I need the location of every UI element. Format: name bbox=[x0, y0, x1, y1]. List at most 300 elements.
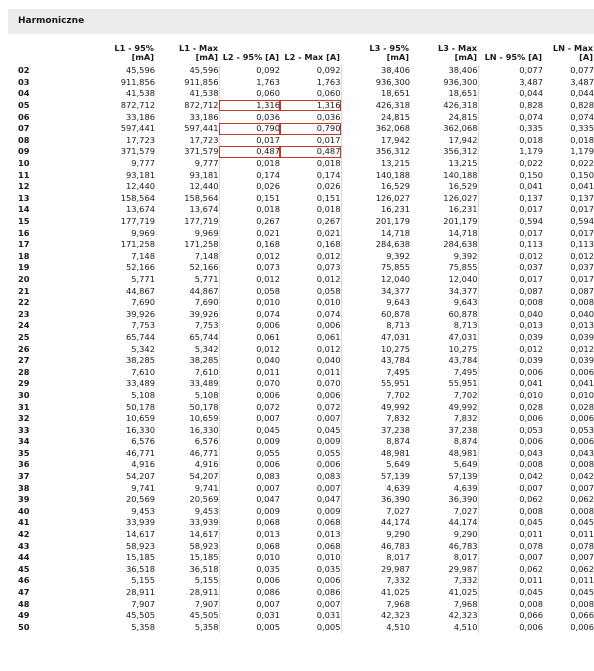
cell-l2-95: 0,151 bbox=[219, 193, 280, 205]
cell-l1-max: 14,617 bbox=[189, 529, 219, 540]
cell-l2-95: 0,018 bbox=[219, 204, 280, 216]
cell-l1-95: 12,440 bbox=[125, 181, 155, 192]
cell-ln-max: 0,008 bbox=[570, 598, 594, 609]
cell-l3-95: 24,815 bbox=[341, 111, 410, 123]
cell-l1-95: 9,969 bbox=[131, 227, 155, 238]
cell-l1-95: 7,610 bbox=[131, 366, 155, 377]
cell-ln-max: 0,044 bbox=[570, 88, 594, 99]
cell-l2-max: 0,009 bbox=[316, 505, 341, 516]
table-row bbox=[18, 181, 594, 193]
cell-l2-95: 0,168 bbox=[219, 239, 280, 251]
cell-l3-max: 38,406 bbox=[448, 65, 478, 76]
cell-ln-max: 0,012 bbox=[570, 250, 594, 261]
cell-ln-max: 0,594 bbox=[570, 216, 594, 227]
cell-l3-95: 936,300 bbox=[341, 77, 410, 89]
cell-l1-95: 7,907 bbox=[131, 598, 155, 609]
cell-ln-95: 0,011 bbox=[478, 575, 543, 587]
cell-l2-max: 0,086 bbox=[316, 587, 341, 598]
table-row bbox=[18, 552, 594, 564]
cell-ln-max: 0,017 bbox=[570, 204, 594, 215]
table-row bbox=[18, 587, 594, 599]
cell-ln-max: 0,017 bbox=[570, 273, 594, 284]
cell-l1-max: 50,178 bbox=[189, 401, 219, 412]
cell-l1-max: 9,741 bbox=[194, 482, 219, 493]
cell-l2-95: 0,055 bbox=[219, 448, 280, 460]
cell-l3-95: 13,215 bbox=[341, 158, 410, 170]
cell-l3-95: 4,639 bbox=[341, 482, 410, 494]
cell-l2-95: 0,009 bbox=[219, 436, 280, 448]
cell-ln-95: 0,039 bbox=[478, 332, 543, 344]
cell-l1-max: 33,186 bbox=[189, 111, 219, 122]
cell-l1-95: 6,576 bbox=[131, 436, 155, 447]
cell-l3-95: 9,392 bbox=[341, 251, 410, 263]
cell-l2-max: 0,083 bbox=[316, 471, 341, 482]
cell-harmonic-order: 22 bbox=[18, 297, 30, 308]
cell-harmonic-order: 45 bbox=[18, 563, 30, 574]
cell-l3-max: 12,040 bbox=[448, 273, 478, 284]
cell-ln-95: 0,062 bbox=[478, 494, 543, 506]
cell-ln-95: 0,007 bbox=[478, 552, 543, 564]
table-row bbox=[18, 424, 594, 436]
cell-l1-95: 50,178 bbox=[125, 401, 155, 412]
table-row bbox=[18, 529, 594, 541]
cell-l2-max: 0,045 bbox=[316, 424, 341, 435]
cell-l3-95: 356,312 bbox=[341, 146, 410, 158]
cell-l1-95: 7,690 bbox=[131, 297, 155, 308]
cell-ln-95: 1,179 bbox=[478, 146, 543, 158]
cell-l1-95: 46,771 bbox=[125, 447, 155, 458]
cell-l2-max: 1,316 bbox=[280, 100, 341, 112]
cell-l3-max: 37,238 bbox=[448, 424, 478, 435]
cell-l1-max: 45,596 bbox=[189, 65, 219, 76]
cell-l1-95: 872,712 bbox=[120, 100, 155, 111]
header-row bbox=[18, 44, 594, 65]
cell-l3-95: 201,179 bbox=[341, 216, 410, 228]
cell-harmonic-order: 10 bbox=[18, 158, 30, 169]
cell-l2-95: 0,009 bbox=[219, 506, 280, 518]
cell-l1-95: 14,617 bbox=[125, 529, 155, 540]
cell-l3-95: 8,017 bbox=[341, 552, 410, 564]
cell-ln-max: 0,113 bbox=[570, 239, 594, 250]
cell-ln-95: 0,018 bbox=[478, 135, 543, 147]
cell-harmonic-order: 32 bbox=[18, 413, 30, 424]
cell-ln-95: 0,044 bbox=[478, 88, 543, 100]
cell-ln-max: 0,077 bbox=[570, 65, 594, 76]
table-row bbox=[18, 262, 594, 274]
cell-l3-95: 44,174 bbox=[341, 517, 410, 529]
cell-l3-max: 75,855 bbox=[448, 262, 478, 273]
table-row bbox=[18, 251, 594, 263]
cell-l3-max: 7,702 bbox=[453, 389, 478, 400]
cell-ln-max: 0,010 bbox=[570, 389, 594, 400]
cell-l1-max: 33,489 bbox=[189, 378, 219, 389]
table-row bbox=[18, 448, 594, 460]
cell-l2-max: 0,006 bbox=[316, 459, 341, 470]
cell-l1-95: 597,441 bbox=[120, 123, 155, 134]
cell-l1-max: 36,518 bbox=[189, 563, 219, 574]
table-row bbox=[18, 216, 594, 228]
cell-l3-95: 41,025 bbox=[341, 587, 410, 599]
table-row bbox=[18, 227, 594, 239]
cell-ln-95: 0,594 bbox=[478, 216, 543, 228]
cell-l3-max: 126,027 bbox=[443, 192, 478, 203]
table-row bbox=[18, 471, 594, 483]
cell-l2-max: 0,018 bbox=[316, 204, 341, 215]
cell-l1-95: 7,753 bbox=[131, 320, 155, 331]
cell-l1-max: 9,453 bbox=[194, 505, 219, 516]
cell-l1-95: 93,181 bbox=[125, 169, 155, 180]
cell-ln-95: 0,077 bbox=[478, 65, 543, 77]
cell-l3-95: 38,406 bbox=[341, 65, 410, 77]
cell-harmonic-order: 30 bbox=[18, 389, 30, 400]
cell-harmonic-order: 20 bbox=[18, 273, 30, 284]
cell-harmonic-order: 49 bbox=[18, 610, 30, 621]
cell-l3-95: 16,231 bbox=[341, 204, 410, 216]
cell-l2-max: 0,036 bbox=[316, 111, 341, 122]
cell-harmonic-order: 26 bbox=[18, 343, 30, 354]
cell-l2-95: 0,018 bbox=[219, 158, 280, 170]
cell-ln-max: 0,053 bbox=[570, 424, 594, 435]
cell-l2-max: 0,007 bbox=[316, 598, 341, 609]
cell-l2-95: 0,010 bbox=[219, 552, 280, 564]
table-row bbox=[18, 88, 594, 100]
cell-ln-95: 0,113 bbox=[478, 239, 543, 251]
cell-ln-max: 0,045 bbox=[570, 587, 594, 598]
table-row bbox=[18, 343, 594, 355]
cell-l3-95: 8,874 bbox=[341, 436, 410, 448]
cell-l3-max: 41,025 bbox=[448, 587, 478, 598]
cell-harmonic-order: 09 bbox=[18, 146, 30, 157]
cell-ln-95: 0,010 bbox=[478, 390, 543, 402]
cell-harmonic-order: 27 bbox=[18, 355, 30, 366]
cell-l1-max: 10,659 bbox=[189, 413, 219, 424]
cell-harmonic-order: 08 bbox=[18, 134, 30, 145]
cell-l1-95: 15,185 bbox=[125, 552, 155, 563]
cell-l2-max: 0,068 bbox=[316, 517, 341, 528]
cell-harmonic-order: 15 bbox=[18, 216, 30, 227]
cell-ln-95: 0,066 bbox=[478, 610, 543, 622]
cell-ln-max: 0,040 bbox=[570, 308, 594, 319]
cell-harmonic-order: 33 bbox=[18, 424, 30, 435]
cell-l1-95: 9,453 bbox=[131, 505, 155, 516]
cell-l2-95: 0,040 bbox=[219, 355, 280, 367]
cell-ln-max: 0,018 bbox=[570, 134, 594, 145]
cell-l3-max: 48,981 bbox=[448, 447, 478, 458]
cell-ln-max: 0,335 bbox=[570, 123, 594, 134]
cell-l1-95: 371,579 bbox=[120, 146, 155, 157]
cell-l2-95: 0,005 bbox=[219, 622, 280, 634]
cell-l2-95: 0,021 bbox=[219, 227, 280, 239]
cell-l3-max: 34,377 bbox=[448, 285, 478, 296]
cell-l1-max: 171,258 bbox=[184, 239, 219, 250]
cell-ln-max: 0,041 bbox=[570, 378, 594, 389]
cell-l3-max: 7,495 bbox=[453, 366, 478, 377]
table-row bbox=[18, 390, 594, 402]
cell-l3-max: 42,323 bbox=[448, 610, 478, 621]
cell-l1-max: 177,719 bbox=[184, 216, 219, 227]
cell-ln-max: 0,011 bbox=[570, 575, 594, 586]
table-row bbox=[18, 494, 594, 506]
harmonics-table-body bbox=[18, 65, 594, 633]
cell-l1-max: 5,108 bbox=[194, 389, 219, 400]
cell-ln-max: 0,062 bbox=[570, 563, 594, 574]
cell-l2-max: 1,763 bbox=[316, 76, 341, 87]
cell-l1-max: 39,926 bbox=[189, 308, 219, 319]
cell-l1-95: 5,108 bbox=[131, 389, 155, 400]
header-l2-95: L2 - 95% [A] bbox=[222, 52, 279, 62]
cell-l1-95: 20,569 bbox=[125, 494, 155, 505]
cell-ln-max: 0,045 bbox=[570, 517, 594, 528]
cell-l2-95: 1,763 bbox=[219, 77, 280, 89]
cell-ln-95: 0,006 bbox=[478, 436, 543, 448]
cell-ln-95: 0,012 bbox=[478, 251, 543, 263]
cell-ln-95: 0,039 bbox=[478, 355, 543, 367]
cell-l1-95: 33,939 bbox=[125, 517, 155, 528]
cell-ln-95: 0,022 bbox=[478, 158, 543, 170]
cell-l1-max: 28,911 bbox=[189, 587, 219, 598]
cell-l3-95: 43,784 bbox=[341, 355, 410, 367]
table-row bbox=[18, 65, 594, 77]
table-row bbox=[18, 123, 594, 135]
cell-ln-95: 0,045 bbox=[478, 587, 543, 599]
cell-l1-max: 6,576 bbox=[194, 436, 219, 447]
cell-l2-95: 0,010 bbox=[219, 297, 280, 309]
cell-l1-95: 38,285 bbox=[125, 355, 155, 366]
cell-l1-max: 872,712 bbox=[184, 100, 219, 111]
cell-l3-max: 43,784 bbox=[448, 355, 478, 366]
cell-harmonic-order: 35 bbox=[18, 447, 30, 458]
cell-l2-95: 0,007 bbox=[219, 598, 280, 610]
panel-title: Harmoniczne bbox=[18, 16, 85, 26]
cell-l2-95: 0,012 bbox=[219, 274, 280, 286]
header-harmonic bbox=[18, 44, 74, 65]
cell-l1-95: 33,489 bbox=[125, 378, 155, 389]
cell-l3-max: 9,290 bbox=[453, 529, 478, 540]
table-row bbox=[18, 146, 594, 158]
cell-l2-max: 0,017 bbox=[316, 134, 341, 145]
cell-l3-max: 7,027 bbox=[453, 505, 478, 516]
cell-ln-95: 0,008 bbox=[478, 459, 543, 471]
cell-ln-95: 0,006 bbox=[478, 622, 543, 634]
cell-l2-95: 0,074 bbox=[219, 308, 280, 320]
cell-l2-max: 0,047 bbox=[316, 494, 341, 505]
cell-l1-95: 4,916 bbox=[131, 459, 155, 470]
cell-ln-95: 0,012 bbox=[478, 343, 543, 355]
cell-harmonic-order: 03 bbox=[18, 76, 30, 87]
cell-ln-95: 0,043 bbox=[478, 448, 543, 460]
cell-l3-95: 46,783 bbox=[341, 540, 410, 552]
cell-l1-max: 20,569 bbox=[189, 494, 219, 505]
cell-ln-max: 0,006 bbox=[570, 413, 594, 424]
panel-header bbox=[8, 9, 594, 34]
cell-l3-95: 284,638 bbox=[341, 239, 410, 251]
cell-l1-max: 13,674 bbox=[189, 204, 219, 215]
cell-l3-max: 9,643 bbox=[453, 297, 478, 308]
cell-ln-max: 0,078 bbox=[570, 540, 594, 551]
cell-ln-95: 0,011 bbox=[478, 529, 543, 541]
cell-l3-max: 13,215 bbox=[448, 158, 478, 169]
cell-l3-max: 426,318 bbox=[443, 100, 478, 111]
cell-l1-95: 7,148 bbox=[131, 250, 155, 261]
cell-l2-95: 0,073 bbox=[219, 262, 280, 274]
cell-l3-max: 24,815 bbox=[448, 111, 478, 122]
table-row bbox=[18, 332, 594, 344]
cell-l2-95: 0,036 bbox=[219, 111, 280, 123]
cell-harmonic-order: 14 bbox=[18, 204, 30, 215]
cell-l1-95: 45,505 bbox=[125, 610, 155, 621]
cell-ln-max: 0,074 bbox=[570, 111, 594, 122]
cell-l2-95: 0,174 bbox=[219, 169, 280, 181]
cell-l2-max: 0,487 bbox=[280, 146, 341, 158]
cell-l3-95: 7,027 bbox=[341, 506, 410, 518]
cell-l2-95: 0,017 bbox=[219, 135, 280, 147]
cell-l3-95: 426,318 bbox=[341, 100, 410, 112]
cell-ln-max: 0,006 bbox=[570, 621, 594, 632]
cell-l3-95: 7,832 bbox=[341, 413, 410, 425]
cell-l3-95: 5,649 bbox=[341, 459, 410, 471]
cell-harmonic-order: 31 bbox=[18, 401, 30, 412]
cell-l2-max: 0,009 bbox=[316, 436, 341, 447]
cell-l2-max: 0,168 bbox=[316, 239, 341, 250]
cell-ln-95: 0,074 bbox=[478, 111, 543, 123]
cell-l2-max: 0,026 bbox=[316, 181, 341, 192]
cell-l2-95: 0,006 bbox=[219, 575, 280, 587]
cell-l3-95: 75,855 bbox=[341, 262, 410, 274]
cell-l3-max: 9,392 bbox=[453, 250, 478, 261]
cell-harmonic-order: 41 bbox=[18, 517, 30, 528]
cell-ln-95: 0,041 bbox=[478, 378, 543, 390]
cell-ln-95: 0,007 bbox=[478, 482, 543, 494]
cell-ln-95: 0,006 bbox=[478, 413, 543, 425]
cell-ln-95: 0,078 bbox=[478, 540, 543, 552]
cell-l2-95: 0,031 bbox=[219, 610, 280, 622]
table-row bbox=[18, 366, 594, 378]
cell-l2-95: 0,790 bbox=[219, 123, 280, 135]
cell-l2-max: 0,070 bbox=[316, 378, 341, 389]
table-row bbox=[18, 285, 594, 297]
cell-l1-max: 7,610 bbox=[194, 366, 219, 377]
cell-l3-max: 49,992 bbox=[448, 401, 478, 412]
cell-l1-max: 7,753 bbox=[194, 320, 219, 331]
cell-l3-95: 9,290 bbox=[341, 529, 410, 541]
cell-ln-max: 0,022 bbox=[570, 158, 594, 169]
cell-l2-max: 0,005 bbox=[316, 621, 341, 632]
cell-l2-max: 0,061 bbox=[316, 331, 341, 342]
cell-ln-max: 3,487 bbox=[570, 76, 594, 87]
cell-l2-95: 0,011 bbox=[219, 366, 280, 378]
cell-ln-max: 0,006 bbox=[570, 436, 594, 447]
cell-l1-max: 46,771 bbox=[189, 447, 219, 458]
header-ln-max: LN - Max [A] bbox=[552, 43, 593, 62]
cell-l3-max: 7,832 bbox=[453, 413, 478, 424]
cell-harmonic-order: 05 bbox=[18, 100, 30, 111]
cell-l1-max: 158,564 bbox=[184, 192, 219, 203]
cell-l1-max: 44,867 bbox=[189, 285, 219, 296]
table-row bbox=[18, 320, 594, 332]
cell-harmonic-order: 37 bbox=[18, 471, 30, 482]
cell-l1-95: 44,867 bbox=[125, 285, 155, 296]
table-row bbox=[18, 169, 594, 181]
cell-ln-max: 1,179 bbox=[570, 146, 594, 157]
cell-l3-95: 10,275 bbox=[341, 343, 410, 355]
cell-l3-max: 4,639 bbox=[453, 482, 478, 493]
cell-harmonic-order: 43 bbox=[18, 540, 30, 551]
cell-ln-max: 0,037 bbox=[570, 262, 594, 273]
cell-l3-max: 7,332 bbox=[453, 575, 478, 586]
cell-l1-max: 93,181 bbox=[189, 169, 219, 180]
cell-l2-max: 0,010 bbox=[316, 297, 341, 308]
cell-harmonic-order: 07 bbox=[18, 123, 30, 134]
cell-ln-95: 0,053 bbox=[478, 424, 543, 436]
cell-l1-max: 45,505 bbox=[189, 610, 219, 621]
table-row bbox=[18, 482, 594, 494]
cell-ln-95: 0,041 bbox=[478, 181, 543, 193]
cell-l2-max: 0,790 bbox=[280, 123, 341, 135]
cell-ln-max: 0,066 bbox=[570, 610, 594, 621]
cell-l1-max: 16,330 bbox=[189, 424, 219, 435]
cell-ln-95: 0,062 bbox=[478, 564, 543, 576]
cell-l2-95: 0,006 bbox=[219, 320, 280, 332]
cell-l1-max: 7,907 bbox=[194, 598, 219, 609]
cell-l2-95: 0,092 bbox=[219, 65, 280, 77]
cell-l2-max: 0,068 bbox=[316, 540, 341, 551]
cell-l3-max: 201,179 bbox=[443, 216, 478, 227]
table-row bbox=[18, 193, 594, 205]
cell-l2-max: 0,010 bbox=[316, 552, 341, 563]
cell-l2-95: 0,060 bbox=[219, 88, 280, 100]
cell-ln-95: 0,150 bbox=[478, 169, 543, 181]
cell-l3-95: 60,878 bbox=[341, 308, 410, 320]
cell-l3-95: 17,942 bbox=[341, 135, 410, 147]
table-row bbox=[18, 610, 594, 622]
cell-harmonic-order: 16 bbox=[18, 227, 30, 238]
cell-ln-95: 0,013 bbox=[478, 320, 543, 332]
table-row bbox=[18, 204, 594, 216]
cell-l3-max: 936,300 bbox=[443, 76, 478, 87]
cell-l3-max: 16,529 bbox=[448, 181, 478, 192]
cell-ln-max: 0,007 bbox=[570, 482, 594, 493]
cell-l2-max: 0,012 bbox=[316, 343, 341, 354]
cell-harmonic-order: 40 bbox=[18, 505, 30, 516]
cell-l3-max: 29,987 bbox=[448, 563, 478, 574]
cell-l3-max: 4,510 bbox=[453, 621, 478, 632]
cell-l1-max: 17,723 bbox=[189, 134, 219, 145]
cell-ln-95: 0,028 bbox=[478, 401, 543, 413]
cell-harmonic-order: 21 bbox=[18, 285, 30, 296]
cell-l3-max: 7,968 bbox=[453, 598, 478, 609]
cell-harmonic-order: 42 bbox=[18, 529, 30, 540]
cell-l1-95: 171,258 bbox=[120, 239, 155, 250]
cell-l1-95: 28,911 bbox=[125, 587, 155, 598]
cell-ln-max: 0,008 bbox=[570, 459, 594, 470]
cell-l3-max: 8,874 bbox=[453, 436, 478, 447]
cell-ln-max: 0,062 bbox=[570, 494, 594, 505]
cell-l1-95: 5,771 bbox=[131, 273, 155, 284]
cell-harmonic-order: 46 bbox=[18, 575, 30, 586]
table-row bbox=[18, 100, 594, 112]
cell-harmonic-order: 23 bbox=[18, 308, 30, 319]
cell-harmonic-order: 50 bbox=[18, 621, 30, 632]
cell-l1-max: 7,690 bbox=[194, 297, 219, 308]
cell-l3-max: 284,638 bbox=[443, 239, 478, 250]
cell-l1-max: 4,916 bbox=[194, 459, 219, 470]
cell-l2-max: 0,018 bbox=[316, 158, 341, 169]
cell-ln-max: 0,017 bbox=[570, 227, 594, 238]
cell-ln-max: 0,150 bbox=[570, 169, 594, 180]
cell-ln-max: 0,008 bbox=[570, 297, 594, 308]
cell-l3-95: 7,968 bbox=[341, 598, 410, 610]
cell-l2-95: 0,070 bbox=[219, 378, 280, 390]
